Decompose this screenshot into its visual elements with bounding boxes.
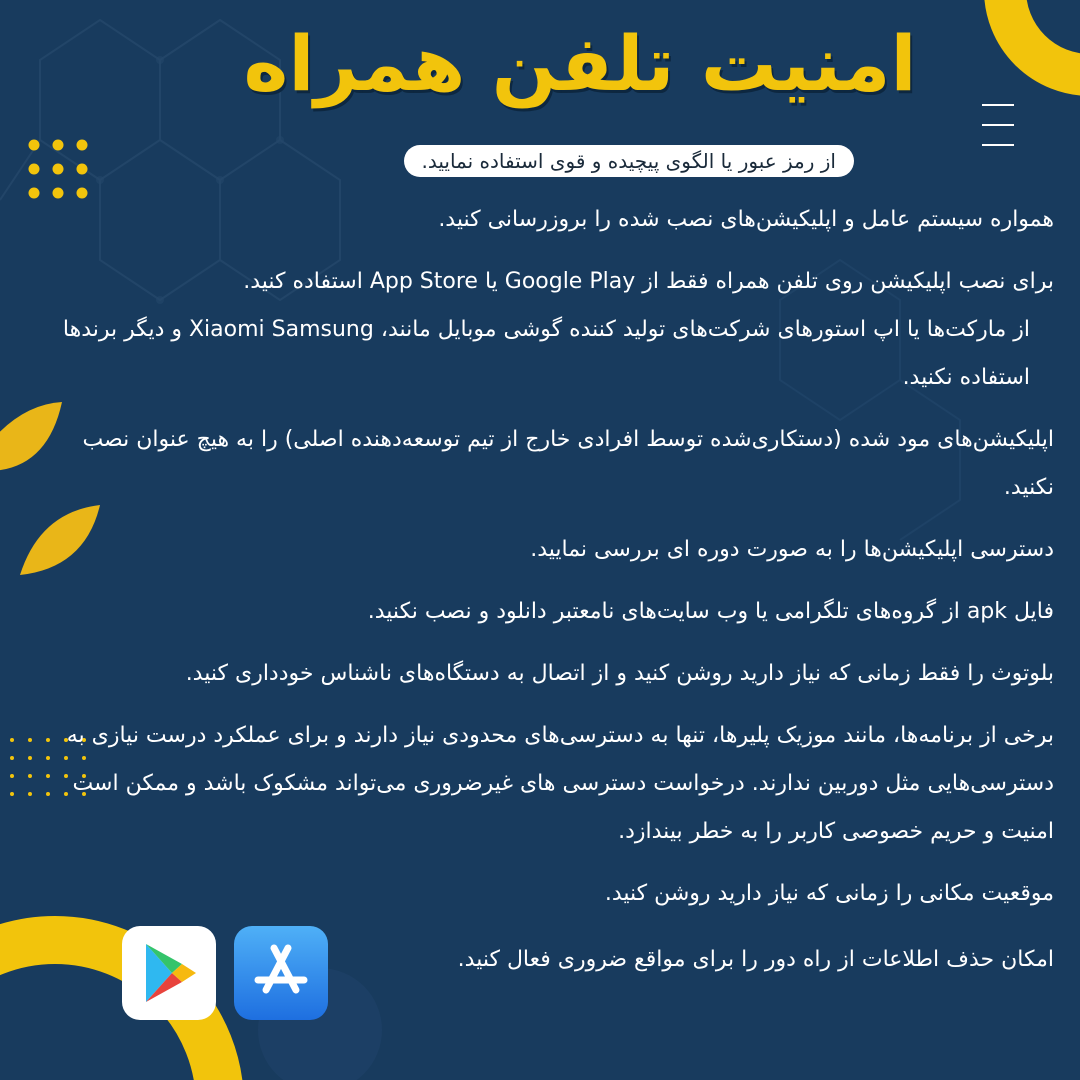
page-title: امنیت تلفن همراه (243, 19, 917, 108)
tip-item: برای نصب اپلیکیشن روی تلفن همراه فقط از Google Play یا App Store استفاده کنید. (243, 269, 1054, 294)
tip-item: فایل apk از گروه‌های تلگرامی یا وب سایت‌های نامعتبر دانلود و نصب نکنید. (367, 599, 1054, 624)
tip-item: موقعیت مکانی را زمانی که نیاز دارید روشن کنید. (604, 881, 1054, 906)
tip-item: امکان حذف اطلاعات از راه دور را برای مواقع ضروری فعال کنید. (457, 947, 1054, 972)
app-store-icon[interactable] (234, 926, 328, 1020)
tip-item: برخی از برنامه‌ها، مانند موزیک پلیرها، تنها به دسترسی‌های محدودی نیاز دارند و برای عملکرد درست نیازی به دسترسی‌هایی مثل دوربین ندارند. درخواست دسترسی های غیرضروری می‌تواند مشکوک باشد و ممکن است امنیت و حریم خصوصی کاربر را به خطر بیندازد. (66, 723, 1054, 844)
tip-item: اپلیکیشن‌های مود شده (دستکاری‌شده توسط افرادی خارج از تیم توسعه‌دهنده اصلی) را به هیچ عنوان نصب نکنید. (82, 427, 1054, 500)
tip-item: همواره سیستم عامل و اپلیکیشن‌های نصب شده را بروزرسانی کنید. (438, 207, 1054, 232)
hamburger-menu-icon[interactable] (982, 104, 1014, 148)
tip-item: از مارکت‌ها یا اپ استورهای شرکت‌های تولید کننده گوشی موبایل مانند، Xiaomi Samsung و دیگر برندها استفاده نکنید. (62, 317, 1030, 390)
subtitle-pill: از رمز عبور یا الگوی پیچیده و قوی استفاده نمایید. (404, 145, 855, 177)
tip-item: دسترسی اپلیکیشن‌ها را به صورت دوره ای بررسی نمایید. (530, 537, 1054, 562)
google-play-icon[interactable] (122, 926, 216, 1020)
tip-item: بلوتوث را فقط زمانی که نیاز دارید روشن کنید و از اتصال به دستگاه‌های ناشناس خودداری کنید. (185, 661, 1054, 686)
tips-list (34, 196, 1054, 998)
